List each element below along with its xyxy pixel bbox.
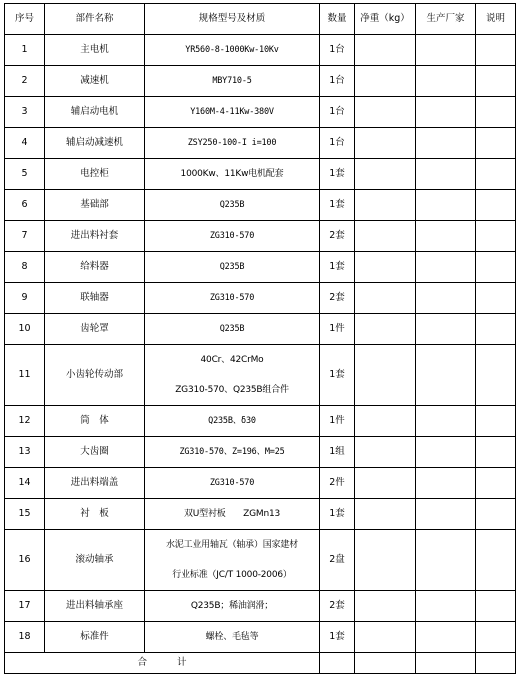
part-weight: [355, 406, 416, 437]
part-note: [476, 35, 516, 66]
part-qty: 2套: [320, 283, 355, 314]
table-row: [5, 97, 516, 128]
part-maker: [416, 437, 476, 468]
part-note: [476, 314, 516, 345]
part-name: 给料器: [45, 252, 145, 283]
table-row: [5, 128, 516, 159]
table-row: [5, 221, 516, 252]
row-number: 4: [5, 128, 45, 159]
part-name: 进出料轴承座: [45, 591, 145, 622]
spec-line: Q235B: [219, 200, 245, 210]
header-qty: 数量: [320, 4, 355, 35]
part-weight: [355, 190, 416, 221]
part-note: [476, 468, 516, 499]
spec-line: Q235B: [219, 324, 245, 334]
row-number: 11: [5, 345, 45, 406]
part-name: 电控柜: [45, 159, 145, 190]
part-weight: [355, 468, 416, 499]
part-spec: [145, 252, 320, 283]
row-number: 16: [5, 530, 45, 591]
part-note: [476, 221, 516, 252]
part-name: 基础部: [45, 190, 145, 221]
part-spec: [145, 591, 320, 622]
spec-line: Y160M-4-11Kw-380V: [190, 107, 274, 117]
header-note: 说明: [476, 4, 516, 35]
part-note: [476, 128, 516, 159]
part-maker: [416, 283, 476, 314]
part-name: 进出料端盖: [45, 468, 145, 499]
part-name: 辅启动电机: [45, 97, 145, 128]
part-name: 小齿轮传动部: [45, 345, 145, 406]
part-qty: 1台: [320, 97, 355, 128]
part-qty: 1件: [320, 406, 355, 437]
part-note: [476, 622, 516, 653]
part-qty: 2套: [320, 221, 355, 252]
table-row: [5, 66, 516, 97]
part-weight: [355, 345, 416, 406]
part-maker: [416, 35, 476, 66]
spec-line: 水泥工业用轴瓦（轴承）国家建材: [165, 540, 298, 550]
part-weight: [355, 591, 416, 622]
part-spec: [145, 406, 320, 437]
part-name: 主电机: [45, 35, 145, 66]
part-spec: [145, 190, 320, 221]
spec-line: Q235B、δ30: [208, 416, 256, 426]
part-maker: [416, 530, 476, 591]
part-qty: 2盘: [320, 530, 355, 591]
part-note: [476, 530, 516, 591]
part-spec: [145, 530, 320, 591]
part-note: [476, 345, 516, 406]
part-maker: [416, 468, 476, 499]
row-number: 2: [5, 66, 45, 97]
part-spec: [145, 221, 320, 252]
part-qty: 1套: [320, 252, 355, 283]
part-maker: [416, 314, 476, 345]
part-maker: [416, 190, 476, 221]
total-label: 合计: [137, 657, 217, 668]
part-qty: 1套: [320, 345, 355, 406]
part-note: [476, 97, 516, 128]
row-number: 15: [5, 499, 45, 530]
part-weight: [355, 314, 416, 345]
row-number: 6: [5, 190, 45, 221]
table-row: [5, 530, 516, 591]
spec-line: ZG310-570、Z=196、M=25: [179, 447, 285, 457]
part-note: [476, 159, 516, 190]
table-row: [5, 159, 516, 190]
header-weight: 净重（kg）: [355, 4, 416, 35]
spec-line: Q235B: [219, 262, 245, 272]
total-row: [5, 653, 516, 674]
header-name: 部件名称: [45, 4, 145, 35]
header-maker: 生产厂家: [416, 4, 476, 35]
part-maker: [416, 622, 476, 653]
part-weight: [355, 622, 416, 653]
part-maker: [416, 406, 476, 437]
part-weight: [355, 283, 416, 314]
total-weight-cell: [355, 653, 416, 674]
table-row: [5, 35, 516, 66]
part-maker: [416, 159, 476, 190]
row-number: 3: [5, 97, 45, 128]
table-row: [5, 499, 516, 530]
spec-line: 1000Kw、11Kw电机配套: [180, 169, 284, 179]
total-note-cell: [476, 653, 516, 674]
part-weight: [355, 530, 416, 591]
header-row: [5, 4, 516, 35]
part-name: 标准件: [45, 622, 145, 653]
part-weight: [355, 97, 416, 128]
part-note: [476, 66, 516, 97]
part-qty: 2套: [320, 591, 355, 622]
part-name: 减速机: [45, 66, 145, 97]
spec-line: Q235B；稀油润滑；: [190, 601, 274, 611]
part-note: [476, 190, 516, 221]
part-spec: [145, 97, 320, 128]
spec-line: ZG310-570: [209, 293, 255, 303]
part-maker: [416, 499, 476, 530]
part-name: 衬 板: [45, 499, 145, 530]
row-number: 14: [5, 468, 45, 499]
header-spec: 规格型号及材质: [145, 4, 320, 35]
spec-line: 行业标准（JC/T 1000-2006）: [172, 570, 292, 580]
row-number: 13: [5, 437, 45, 468]
table-row: [5, 190, 516, 221]
part-qty: 1套: [320, 159, 355, 190]
total-qty-cell: [320, 653, 355, 674]
total-label-cell: [5, 653, 320, 674]
part-maker: [416, 128, 476, 159]
part-weight: [355, 159, 416, 190]
part-spec: [145, 35, 320, 66]
part-maker: [416, 66, 476, 97]
row-number: 17: [5, 591, 45, 622]
part-note: [476, 591, 516, 622]
spec-line: YR560-8-1000Kw-10Kv: [185, 45, 279, 55]
spec-line: ZG310-570、Q235B组合件: [175, 385, 289, 395]
part-weight: [355, 252, 416, 283]
part-name: 齿轮罩: [45, 314, 145, 345]
total-maker-cell: [416, 653, 476, 674]
part-qty: 2件: [320, 468, 355, 499]
row-number: 9: [5, 283, 45, 314]
row-number: 7: [5, 221, 45, 252]
spec-line: 40Cr、42CrMo: [200, 355, 264, 365]
parts-table: [4, 3, 516, 674]
spec-line: ZG310-570: [209, 478, 255, 488]
part-spec: [145, 128, 320, 159]
part-qty: 1套: [320, 622, 355, 653]
row-number: 1: [5, 35, 45, 66]
part-weight: [355, 128, 416, 159]
part-weight: [355, 437, 416, 468]
spec-line: 双U型衬板 ZGMn13: [183, 509, 281, 519]
part-qty: 1套: [320, 499, 355, 530]
table-row: [5, 622, 516, 653]
row-number: 12: [5, 406, 45, 437]
spec-line: MBY710-5: [212, 76, 252, 86]
part-spec: [145, 314, 320, 345]
row-number: 8: [5, 252, 45, 283]
spec-line: ZG310-570: [209, 231, 255, 241]
part-maker: [416, 252, 476, 283]
table-row: [5, 314, 516, 345]
spec-line: ZSY250-100-I i=100: [187, 138, 277, 148]
part-note: [476, 283, 516, 314]
part-note: [476, 406, 516, 437]
table-row: [5, 591, 516, 622]
part-spec: [145, 159, 320, 190]
part-note: [476, 437, 516, 468]
table-row: [5, 437, 516, 468]
part-qty: 1台: [320, 66, 355, 97]
row-number: 5: [5, 159, 45, 190]
part-weight: [355, 221, 416, 252]
spec-line: 螺栓、毛毡等: [205, 632, 259, 642]
part-spec: [145, 499, 320, 530]
part-qty: 1套: [320, 190, 355, 221]
part-qty: 1件: [320, 314, 355, 345]
table-body: [5, 35, 516, 653]
part-maker: [416, 97, 476, 128]
part-weight: [355, 35, 416, 66]
part-name: 筒 体: [45, 406, 145, 437]
part-spec: [145, 283, 320, 314]
part-qty: 1组: [320, 437, 355, 468]
part-maker: [416, 221, 476, 252]
part-note: [476, 499, 516, 530]
part-maker: [416, 345, 476, 406]
part-name: 滚动轴承: [45, 530, 145, 591]
part-weight: [355, 499, 416, 530]
part-maker: [416, 591, 476, 622]
row-number: 10: [5, 314, 45, 345]
part-spec: [145, 437, 320, 468]
table-row: [5, 345, 516, 406]
part-name: 联轴器: [45, 283, 145, 314]
part-note: [476, 252, 516, 283]
part-name: 进出料衬套: [45, 221, 145, 252]
row-number: 18: [5, 622, 45, 653]
part-spec: [145, 468, 320, 499]
part-name: 大齿圈: [45, 437, 145, 468]
part-name: 辅启动减速机: [45, 128, 145, 159]
table-row: [5, 468, 516, 499]
table-row: [5, 406, 516, 437]
part-spec: [145, 622, 320, 653]
table-row: [5, 283, 516, 314]
header-no: 序号: [5, 4, 45, 35]
part-qty: 1台: [320, 128, 355, 159]
table-row: [5, 252, 516, 283]
part-qty: 1台: [320, 35, 355, 66]
part-spec: [145, 345, 320, 406]
part-weight: [355, 66, 416, 97]
part-spec: [145, 66, 320, 97]
